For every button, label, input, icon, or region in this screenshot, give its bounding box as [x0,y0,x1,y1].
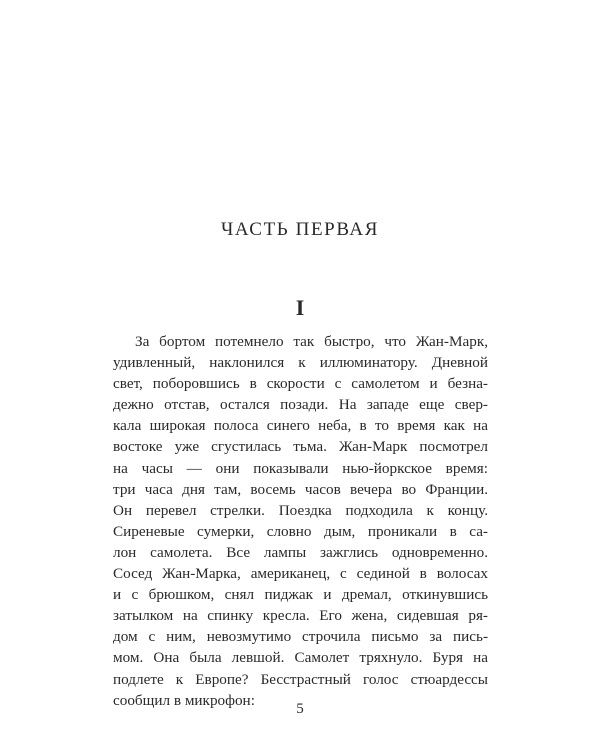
text-line: дом с ним, невозмутимо строчила письмо за пись- [113,628,488,646]
text-line: и с брюшком, снял пиджак и дремал, откинувшись [113,586,488,604]
text-line: За бортом потемнело так быстро, что Жан-Марк, [135,333,488,350]
text-line: на часы — они показывали нью-йоркское время: [113,459,488,477]
chapter-number: I [295,295,305,320]
text-line: сообщил в микрофон: [113,691,255,709]
text-line: Сосед Жан-Марка, американец, с сединой в волосах [113,565,488,583]
body-text [113,331,488,711]
page-number: 5 [296,701,304,717]
text-line: удивленный, наклонился к иллюминатору. Дневной [113,354,488,372]
text-line: затылком на спинку кресла. Его жена, сидевшая ря- [113,607,488,625]
text-line: свет, поборовшись в скорости с самолетом и безна- [113,375,488,393]
text-line: Сиреневые сумерки, словно дым, проникали в са- [113,522,488,540]
text-line: Он перевел стрелки. Поездка подходила к концу. [113,501,488,519]
text-line: подлете к Европе? Бесстрастный голос стюардессы [113,670,488,688]
text-line: мом. Она была левшой. Самолет тряхнуло. Буря на [113,649,488,667]
part-title: ЧАСТЬ ПЕРВАЯ [220,219,380,240]
text-line: лон самолета. Все лампы зажглись одновременно. [113,543,488,561]
text-line: три часа дня там, восемь часов вечера во Франции. [113,480,488,498]
text-line: кала широкая полоса синего неба, в то время как на [113,417,488,435]
text-line: дежно отстав, остался позади. На западе еще свер- [113,396,488,414]
text-line: востоке уже сгустилась тьма. Жан-Марк посмотрел [113,438,488,456]
